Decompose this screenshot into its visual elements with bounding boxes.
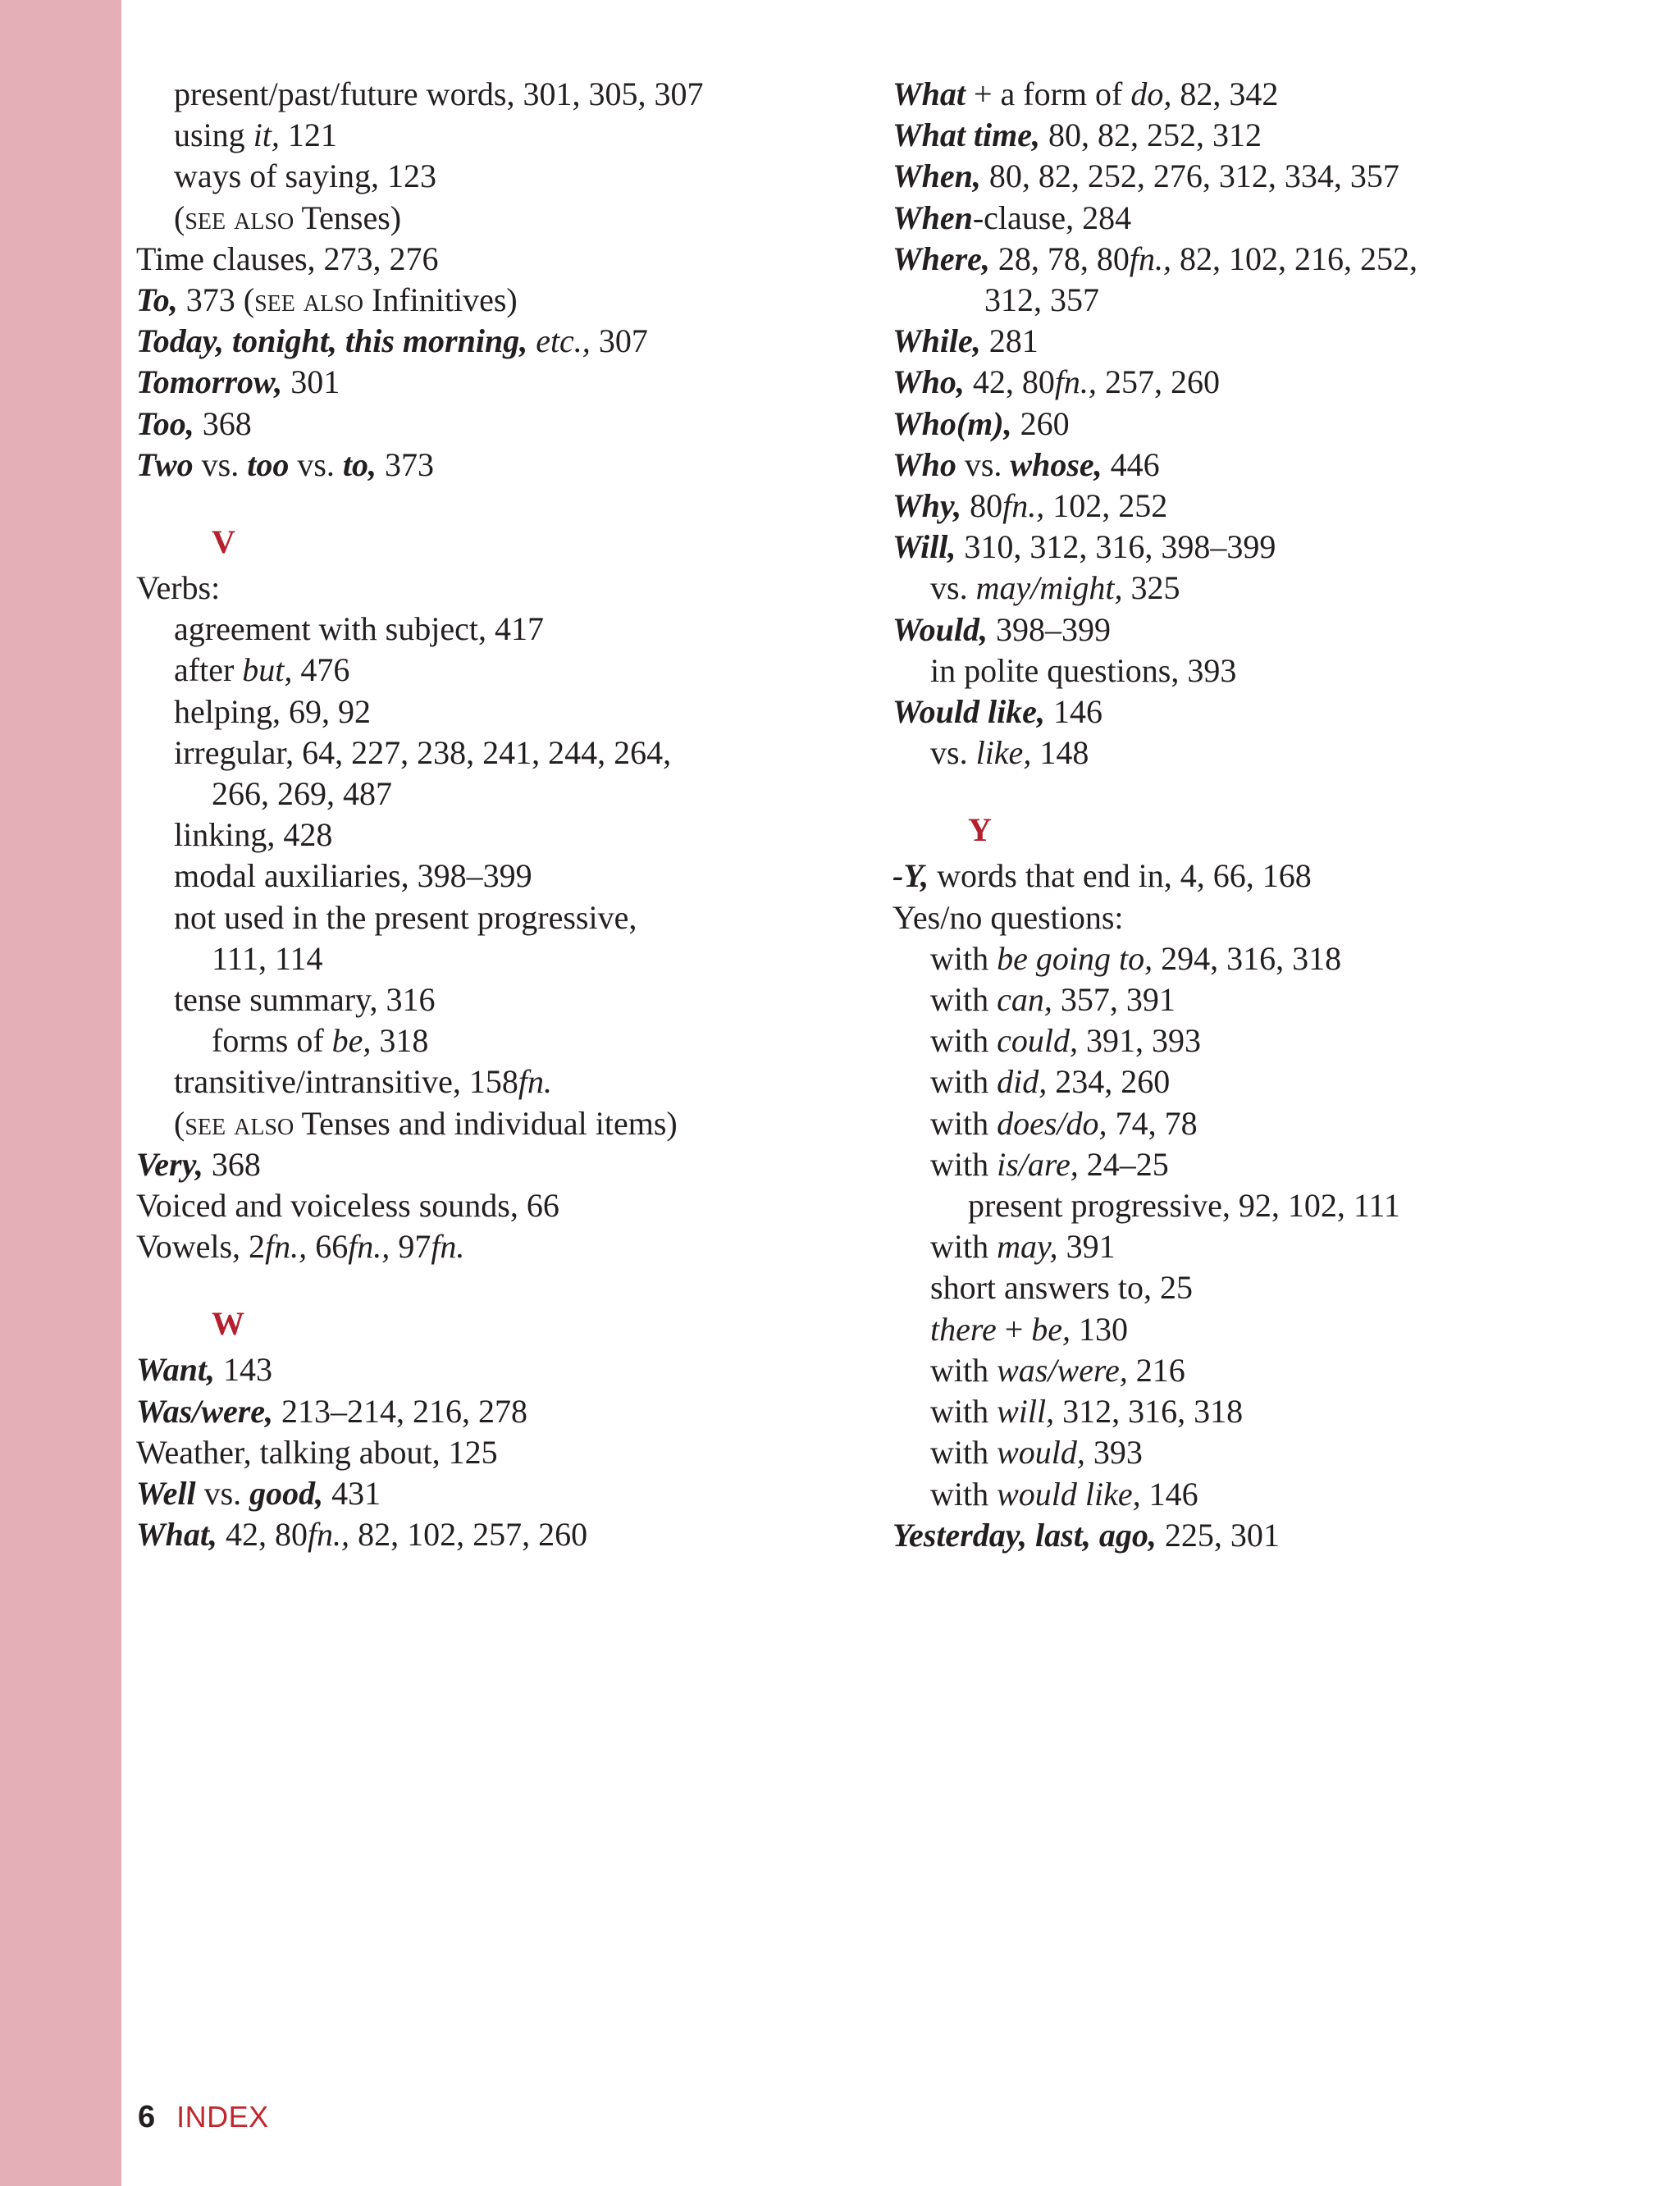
italic-text: fn. [431, 1228, 465, 1266]
index-subentry [892, 1061, 1631, 1102]
italic-text: was/were, [997, 1351, 1128, 1389]
entry-text: irregular, 64, 227, 238, 241, 244, 264, [174, 733, 672, 771]
entry-text: 431 [323, 1475, 381, 1513]
entry-text: vs. [956, 445, 1011, 483]
index-column-left [136, 74, 842, 1556]
index-entry [136, 239, 842, 280]
entry-text: 80, 82, 252, 312 [1040, 116, 1262, 154]
index-subentry [892, 732, 1631, 774]
italic-text: fn., [307, 1516, 350, 1554]
entry-text: vs. [930, 569, 976, 607]
entry-text: 368 [203, 1145, 261, 1183]
entry-text: 398–399 [987, 610, 1111, 648]
index-term: When [892, 199, 973, 236]
entry-text: Yes/no questions: [892, 898, 1124, 936]
index-subentry [892, 1391, 1631, 1432]
italic-text: be, [331, 1022, 372, 1060]
index-term: What, [136, 1516, 217, 1554]
entry-text: with [930, 981, 998, 1019]
entry-text: transitive/intransitive, 158 [174, 1063, 518, 1101]
entry-text: with [930, 1393, 998, 1431]
entry-text: 325 [1122, 569, 1180, 607]
entry-text: vs. [195, 1475, 250, 1513]
index-term: Where, [892, 240, 990, 277]
index-entry [136, 1473, 842, 1514]
index-letter-heading: W [212, 1305, 244, 1343]
entry-text: 146 [1044, 693, 1102, 731]
index-term: Want, [136, 1351, 215, 1389]
index-subentry [892, 1432, 1631, 1473]
italic-text: fn., [265, 1228, 308, 1266]
entry-text: with [930, 1063, 998, 1101]
entry-text: 294, 316, 318 [1153, 939, 1342, 977]
index-subentry [136, 156, 842, 197]
italic-text: did, [997, 1063, 1048, 1101]
entry-text: 82, 102, 216, 252, [1171, 240, 1418, 277]
index-subentry [136, 609, 842, 650]
entry-text: Weather, talking about, 125 [136, 1433, 498, 1471]
index-term: Who [892, 445, 956, 483]
index-entry [892, 1515, 1631, 1556]
index-letter-heading: V [212, 523, 235, 561]
index-subentry [136, 198, 842, 239]
cross-reference-label: (see also [174, 199, 294, 236]
entry-text: vs. [930, 734, 976, 772]
index-subentry [136, 979, 842, 1020]
entry-text: 146 [1140, 1475, 1198, 1513]
entry-text: helping, 69, 92 [174, 692, 371, 730]
section-spacer [892, 774, 1631, 805]
entry-text: with [930, 1022, 998, 1060]
index-subentry [136, 1061, 842, 1102]
italic-text: be, [1031, 1310, 1071, 1348]
index-entry [892, 156, 1631, 197]
entry-text: with [930, 939, 998, 977]
index-entry [892, 527, 1631, 568]
entry-text: with [930, 1104, 998, 1142]
italic-text: do, [1130, 75, 1172, 112]
index-entry [892, 856, 1631, 897]
italic-text: will, [997, 1393, 1055, 1431]
italic-text: can, [997, 981, 1052, 1019]
entry-text: 312, 316, 318 [1054, 1393, 1244, 1431]
entry-text: 111, 114 [212, 939, 323, 977]
index-subentry [892, 1144, 1631, 1185]
italic-text: fn., [1129, 240, 1172, 277]
entry-text: Tenses and individual items) [294, 1104, 678, 1142]
index-entry [136, 1226, 842, 1267]
index-subentry [136, 650, 842, 691]
index-entry [892, 362, 1631, 403]
entry-text: with [930, 1434, 998, 1472]
entry-text: words that end in, 4, 66, 168 [929, 857, 1312, 895]
italic-text: may, [997, 1228, 1058, 1266]
index-subentry [136, 856, 842, 897]
entry-text: 66 [307, 1228, 349, 1266]
index-entry [892, 115, 1631, 156]
entry-text: vs. [193, 445, 248, 483]
index-subentry [892, 1309, 1631, 1350]
italic-text: there [930, 1310, 997, 1348]
index-entry [892, 691, 1631, 732]
entry-text: agreement with subject, 417 [174, 610, 544, 648]
entry-text: 318 [371, 1022, 429, 1060]
italic-text: fn., [348, 1228, 390, 1266]
index-subentry [136, 74, 842, 115]
italic-text: could, [997, 1022, 1078, 1060]
italic-text: etc., [536, 322, 591, 360]
index-subentry [136, 1020, 842, 1061]
index-subentry [892, 1020, 1631, 1061]
entry-text [527, 322, 536, 359]
entry-text: 393 [1084, 1434, 1143, 1472]
index-term: Too, [136, 404, 194, 442]
index-entry [892, 74, 1631, 115]
entry-text: Verbs: [136, 569, 221, 607]
index-entry [892, 239, 1631, 280]
entry-text: 74, 78 [1107, 1104, 1198, 1142]
index-subentry [892, 1185, 1631, 1226]
entry-text: 42, 80 [217, 1516, 308, 1554]
entry-text: 42, 80 [964, 363, 1055, 401]
entry-text: in polite questions, 393 [930, 651, 1237, 689]
entry-text: with [930, 1475, 998, 1513]
index-term: good, [249, 1475, 324, 1513]
entry-text: 148 [1031, 734, 1089, 772]
index-term: Very, [136, 1145, 203, 1183]
italic-text: would, [997, 1434, 1085, 1472]
index-entry [136, 445, 842, 486]
entry-text: with [930, 1145, 998, 1183]
index-term: Was/were, [136, 1392, 274, 1430]
entry-text: with [930, 1351, 998, 1389]
index-subentry [892, 1103, 1631, 1144]
index-subentry [892, 1350, 1631, 1391]
index-entry [136, 362, 842, 403]
index-entry [136, 1432, 842, 1473]
index-term: What [892, 75, 966, 112]
entry-text: 28, 78, 80 [989, 240, 1130, 277]
index-subentry [892, 280, 1631, 321]
entry-text: 97 [390, 1228, 431, 1266]
entry-text: 266, 269, 487 [212, 775, 392, 813]
index-term: Would like, [892, 693, 1045, 731]
entry-text: short answers to, 25 [930, 1269, 1193, 1307]
index-subentry [136, 938, 842, 979]
entry-text: + [996, 1310, 1032, 1348]
italic-text: fn., [1002, 487, 1045, 525]
index-entry [892, 609, 1631, 650]
entry-text: present/past/future words, 301, 305, 307 [174, 75, 704, 112]
running-footer-label: INDEX [176, 2100, 269, 2134]
italic-text: be going to, [997, 939, 1153, 977]
entry-text: 225, 301 [1156, 1516, 1280, 1554]
index-entry [136, 404, 842, 445]
index-term: Today, tonight, this morning, [136, 322, 528, 360]
entry-text: + a form of [965, 75, 1131, 112]
italic-text: is/are, [997, 1145, 1079, 1183]
cross-reference-label: see also [254, 281, 363, 319]
index-entry [136, 1349, 842, 1390]
entry-text: Infinitives) [363, 281, 518, 319]
index-term: Why, [892, 487, 962, 525]
entry-text: Voiced and voiceless sounds, 66 [136, 1187, 559, 1225]
entry-text: Time clauses, 273, 276 [136, 240, 439, 277]
entry-text: 80 [961, 487, 1003, 525]
entry-text: vs. [289, 445, 343, 483]
index-term: Well [136, 1475, 196, 1513]
entry-text: 80, 82, 252, 276, 312, 334, 357 [980, 157, 1399, 195]
index-subentry [892, 1474, 1631, 1515]
entry-text: 476 [292, 651, 350, 689]
entry-text: 24–25 [1078, 1145, 1169, 1183]
entry-text: 312, 357 [984, 281, 1099, 319]
index-entry [136, 1185, 842, 1226]
index-term: -Y, [892, 857, 929, 895]
section-spacer [136, 1267, 842, 1298]
index-entry [136, 568, 842, 609]
entry-text: linking, 428 [174, 816, 333, 854]
italic-text: would like, [997, 1475, 1141, 1513]
entry-text: after [174, 651, 243, 689]
index-subentry [892, 650, 1631, 691]
italic-text: fn., [1054, 363, 1097, 401]
index-subentry [136, 774, 842, 815]
entry-text: 143 [214, 1351, 272, 1389]
index-term: Would, [892, 610, 988, 648]
italic-text: like, [975, 734, 1032, 772]
index-entry [136, 1144, 842, 1185]
index-subentry [136, 1103, 842, 1144]
entry-text: Vowels, 2 [136, 1228, 266, 1266]
index-letter-heading: Y [968, 811, 992, 849]
italic-text: it, [253, 116, 280, 154]
entry-text: 357, 391 [1052, 981, 1176, 1019]
cross-reference-label: (see also [174, 1104, 294, 1142]
index-term: Two [136, 445, 194, 483]
index-subentry [892, 979, 1631, 1020]
index-term: Will, [892, 528, 956, 566]
entry-text: with [930, 1228, 998, 1266]
index-term: to, [342, 445, 377, 483]
index-term: When, [892, 157, 981, 195]
index-term: Yesterday, last, ago, [892, 1516, 1157, 1554]
index-subentry [892, 568, 1631, 609]
index-term: whose, [1010, 445, 1102, 483]
index-subentry [136, 732, 842, 774]
index-entry [136, 321, 842, 362]
index-entry [136, 280, 842, 321]
entry-text: 368 [194, 404, 252, 442]
entry-text: 373 ( [177, 281, 255, 319]
italic-text: fn. [518, 1063, 553, 1101]
page-margin-strip [0, 0, 121, 2186]
entry-text: not used in the present progressive, [174, 898, 637, 936]
entry-text: present progressive, 92, 102, 111 [968, 1187, 1400, 1225]
entry-text: 260 [1011, 404, 1070, 442]
entry-text: tense summary, 316 [174, 981, 436, 1019]
entry-text: 121 [279, 116, 337, 154]
index-subentry [892, 1267, 1631, 1308]
entry-text: 82, 342 [1171, 75, 1279, 112]
entry-text: using [174, 116, 253, 154]
index-subentry [136, 897, 842, 938]
page-number: 6 [138, 2100, 156, 2134]
entry-text: 391, 393 [1078, 1022, 1201, 1060]
index-entry [892, 897, 1631, 938]
italic-text: but, [242, 651, 293, 689]
index-entry [892, 445, 1631, 486]
entry-text: 82, 102, 257, 260 [349, 1516, 588, 1554]
entry-text: 216 [1127, 1351, 1185, 1389]
index-term: While, [892, 322, 981, 360]
index-entry [892, 486, 1631, 527]
index-term: Tomorrow, [136, 363, 283, 401]
index-term: Who(m), [892, 404, 1012, 442]
entry-text: 446 [1102, 445, 1160, 483]
entry-text: 213–214, 216, 278 [273, 1392, 528, 1430]
entry-text: Tenses) [294, 199, 402, 236]
entry-text: ways of saying, 123 [174, 157, 436, 195]
index-subentry [136, 691, 842, 732]
entry-text: 307 [590, 322, 648, 360]
index-term: To, [136, 281, 178, 319]
entry-text: 310, 312, 316, 398–399 [956, 528, 1276, 566]
italic-text: does/do, [997, 1104, 1107, 1142]
entry-text: forms of [212, 1022, 332, 1060]
index-term: Who, [892, 363, 965, 401]
section-spacer [136, 486, 842, 517]
entry-text: 373 [377, 445, 435, 483]
entry-text: 391 [1057, 1228, 1116, 1266]
entry-text: 234, 260 [1047, 1063, 1171, 1101]
page-footer [138, 2100, 269, 2146]
index-subentry [892, 1226, 1631, 1267]
index-subentry [892, 938, 1631, 979]
index-entry [892, 404, 1631, 445]
index-column-right [892, 74, 1631, 1556]
index-entry [892, 321, 1631, 362]
index-subentry [136, 815, 842, 856]
index-entry [136, 1514, 842, 1555]
index-term: What time, [892, 116, 1041, 154]
entry-text: -clause, 284 [972, 199, 1132, 236]
entry-text: 301 [282, 363, 340, 401]
index-entry [892, 198, 1631, 239]
entry-text: 102, 252 [1044, 487, 1168, 525]
entry-text: modal auxiliaries, 398–399 [174, 857, 532, 895]
index-subentry [136, 115, 842, 156]
entry-text: 257, 260 [1096, 363, 1220, 401]
entry-text: 130 [1071, 1310, 1129, 1348]
italic-text: may/might, [975, 569, 1123, 607]
index-term: too [247, 445, 290, 483]
entry-text: 281 [980, 322, 1039, 360]
index-entry [136, 1391, 842, 1432]
